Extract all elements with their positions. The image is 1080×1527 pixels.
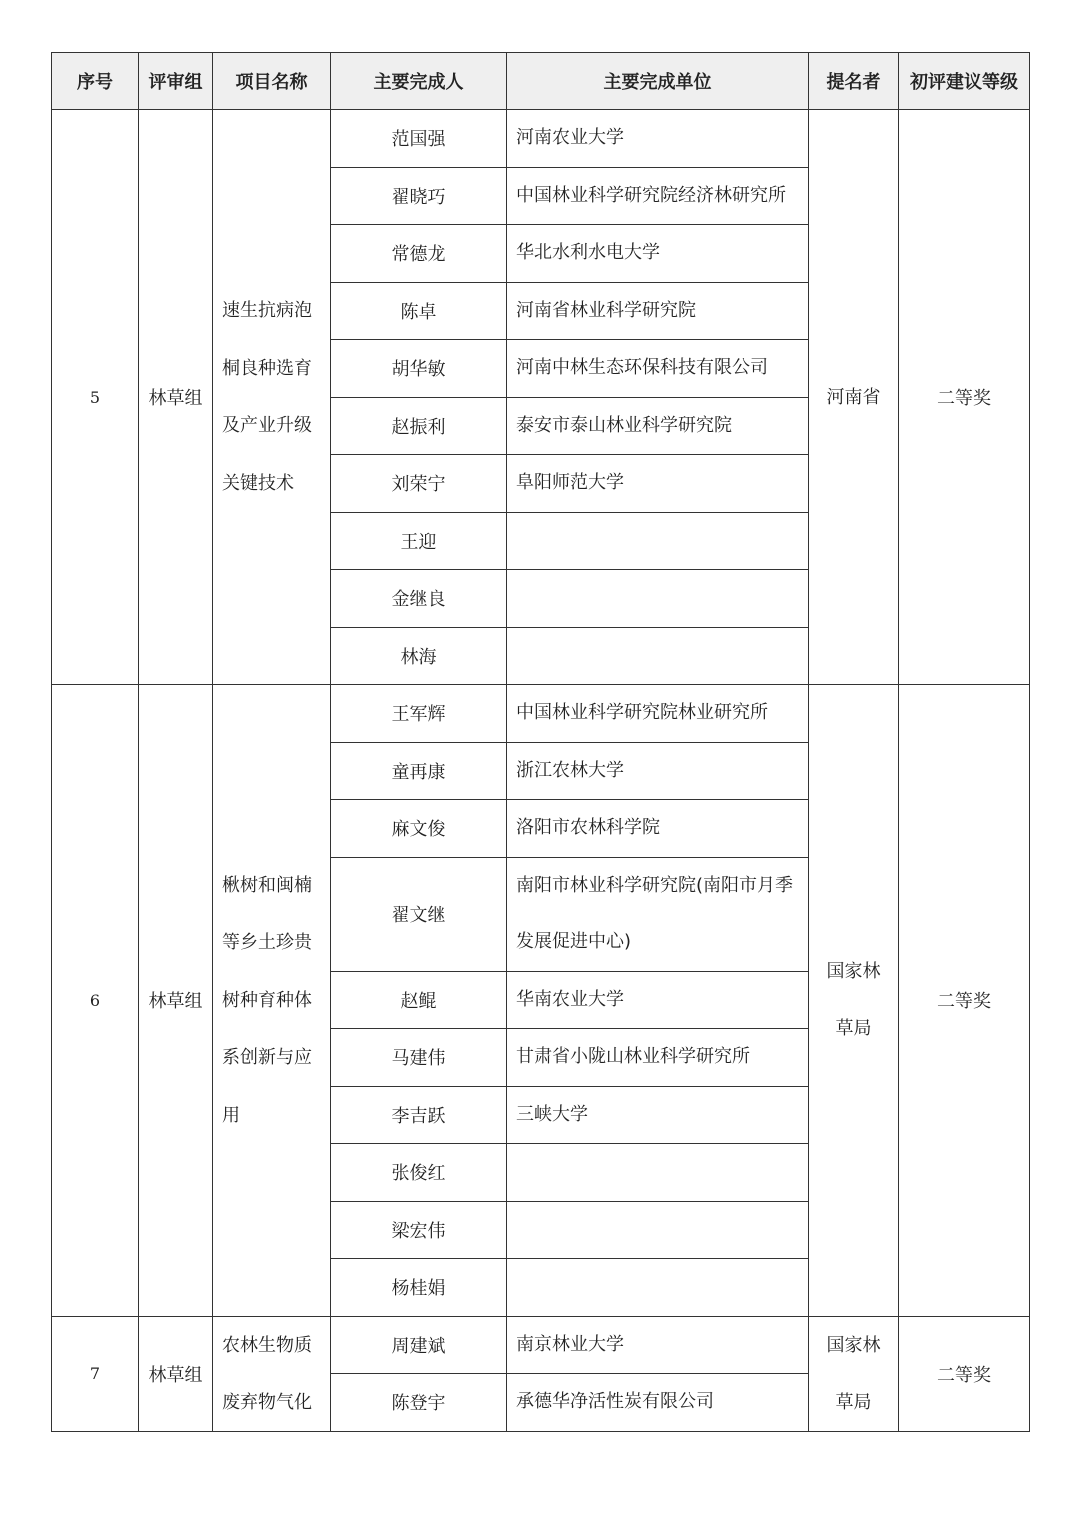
table-row [52, 110, 1030, 168]
person-cell: 范国强 [331, 110, 507, 168]
unit-cell: 河南省林业科学研究院 [507, 282, 809, 340]
unit-cell: 河南中林生态环保科技有限公司 [507, 340, 809, 398]
project-cell [213, 685, 331, 1317]
header-row [52, 53, 1030, 110]
nominator-line: 河南省 [826, 386, 881, 408]
person-cell: 周建斌 [331, 1316, 507, 1374]
group-cell: 林草组 [139, 685, 213, 1317]
group-cell: 林草组 [139, 110, 213, 685]
nominator-cell [809, 1316, 899, 1431]
project-line: 关键技术 [222, 472, 294, 494]
person-cell: 常德龙 [331, 225, 507, 283]
person-cell: 赵振利 [331, 397, 507, 455]
seq-cell: 5 [52, 110, 139, 685]
unit-cell [507, 512, 809, 570]
unit-cell: 中国林业科学研究院经济林研究所 [507, 167, 809, 225]
person-cell: 李吉跃 [331, 1086, 507, 1144]
person-cell: 翟晓巧 [331, 167, 507, 225]
person-cell: 刘荣宁 [331, 455, 507, 513]
unit-line: 发展促进中心) [516, 931, 632, 952]
project-line: 废弃物气化 [222, 1391, 312, 1413]
grade-cell: 二等奖 [899, 110, 1030, 685]
unit-cell: 河南农业大学 [507, 110, 809, 168]
header-person: 主要完成人 [331, 53, 507, 110]
project-line: 速生抗病泡 [222, 300, 312, 321]
unit-cell: 三峡大学 [507, 1086, 809, 1144]
person-cell: 陈卓 [331, 282, 507, 340]
person-cell: 麻文俊 [331, 800, 507, 858]
unit-cell: 泰安市泰山林业科学研究院 [507, 397, 809, 455]
unit-cell: 华北水利水电大学 [507, 225, 809, 283]
unit-cell [507, 1144, 809, 1202]
unit-cell [507, 1201, 809, 1259]
unit-cell [507, 1259, 809, 1317]
unit-cell: 浙江农林大学 [507, 742, 809, 800]
grade-cell: 二等奖 [899, 685, 1030, 1317]
header-unit: 主要完成单位 [507, 53, 809, 110]
unit-cell: 甘肃省小陇山林业科学研究所 [507, 1029, 809, 1087]
person-cell: 梁宏伟 [331, 1201, 507, 1259]
unit-cell: 南京林业大学 [507, 1316, 809, 1374]
unit-cell [507, 570, 809, 628]
header-group: 评审组 [139, 53, 213, 110]
person-cell: 林海 [331, 627, 507, 685]
unit-cell: 华南农业大学 [507, 971, 809, 1029]
project-line: 及产业升级 [222, 415, 312, 436]
project-line: 系创新与应 [222, 1047, 312, 1068]
unit-line: 南阳市林业科学研究院(南阳市月季 [516, 874, 794, 896]
project-cell [213, 1316, 331, 1431]
person-cell: 金继良 [331, 570, 507, 628]
person-cell: 胡华敏 [331, 340, 507, 398]
awards-table [51, 52, 1030, 1432]
project-line: 等乡土珍贵 [222, 932, 312, 953]
project-line: 楸树和闽楠 [222, 874, 312, 896]
project-line: 农林生物质 [222, 1334, 312, 1356]
person-cell: 赵鲲 [331, 971, 507, 1029]
project-line: 用 [222, 1104, 240, 1126]
person-cell: 翟文继 [331, 857, 507, 971]
grade-cell: 二等奖 [899, 1316, 1030, 1431]
unit-cell [507, 857, 809, 971]
header-nominator: 提名者 [809, 53, 899, 110]
header-seq: 序号 [52, 53, 139, 110]
table-row [52, 685, 1030, 743]
person-cell: 张俊红 [331, 1144, 507, 1202]
person-cell: 陈登宇 [331, 1374, 507, 1432]
table-row [52, 1316, 1030, 1374]
unit-cell: 洛阳市农林科学院 [507, 800, 809, 858]
nominator-line: 国家林 [826, 961, 881, 983]
nominator-cell [809, 685, 899, 1317]
person-cell: 童再康 [331, 742, 507, 800]
unit-cell: 中国林业科学研究院林业研究所 [507, 685, 809, 743]
seq-cell: 6 [52, 685, 139, 1317]
unit-cell: 承德华净活性炭有限公司 [507, 1374, 809, 1432]
header-grade: 初评建议等级 [899, 53, 1030, 110]
group-cell: 林草组 [139, 1316, 213, 1431]
seq-cell: 7 [52, 1316, 139, 1431]
nominator-line: 草局 [835, 1018, 872, 1040]
nominator-cell [809, 110, 899, 685]
project-line: 桐良种选育 [222, 357, 312, 379]
person-cell: 王军辉 [331, 685, 507, 743]
nominator-line: 国家林 [826, 1334, 881, 1356]
unit-cell [507, 627, 809, 685]
project-cell [213, 110, 331, 685]
header-project: 项目名称 [213, 53, 331, 110]
unit-cell: 阜阳师范大学 [507, 455, 809, 513]
project-line: 树种育种体 [222, 989, 312, 1011]
person-cell: 杨桂娟 [331, 1259, 507, 1317]
nominator-line: 草局 [835, 1391, 872, 1413]
person-cell: 马建伟 [331, 1029, 507, 1087]
person-cell: 王迎 [331, 512, 507, 570]
